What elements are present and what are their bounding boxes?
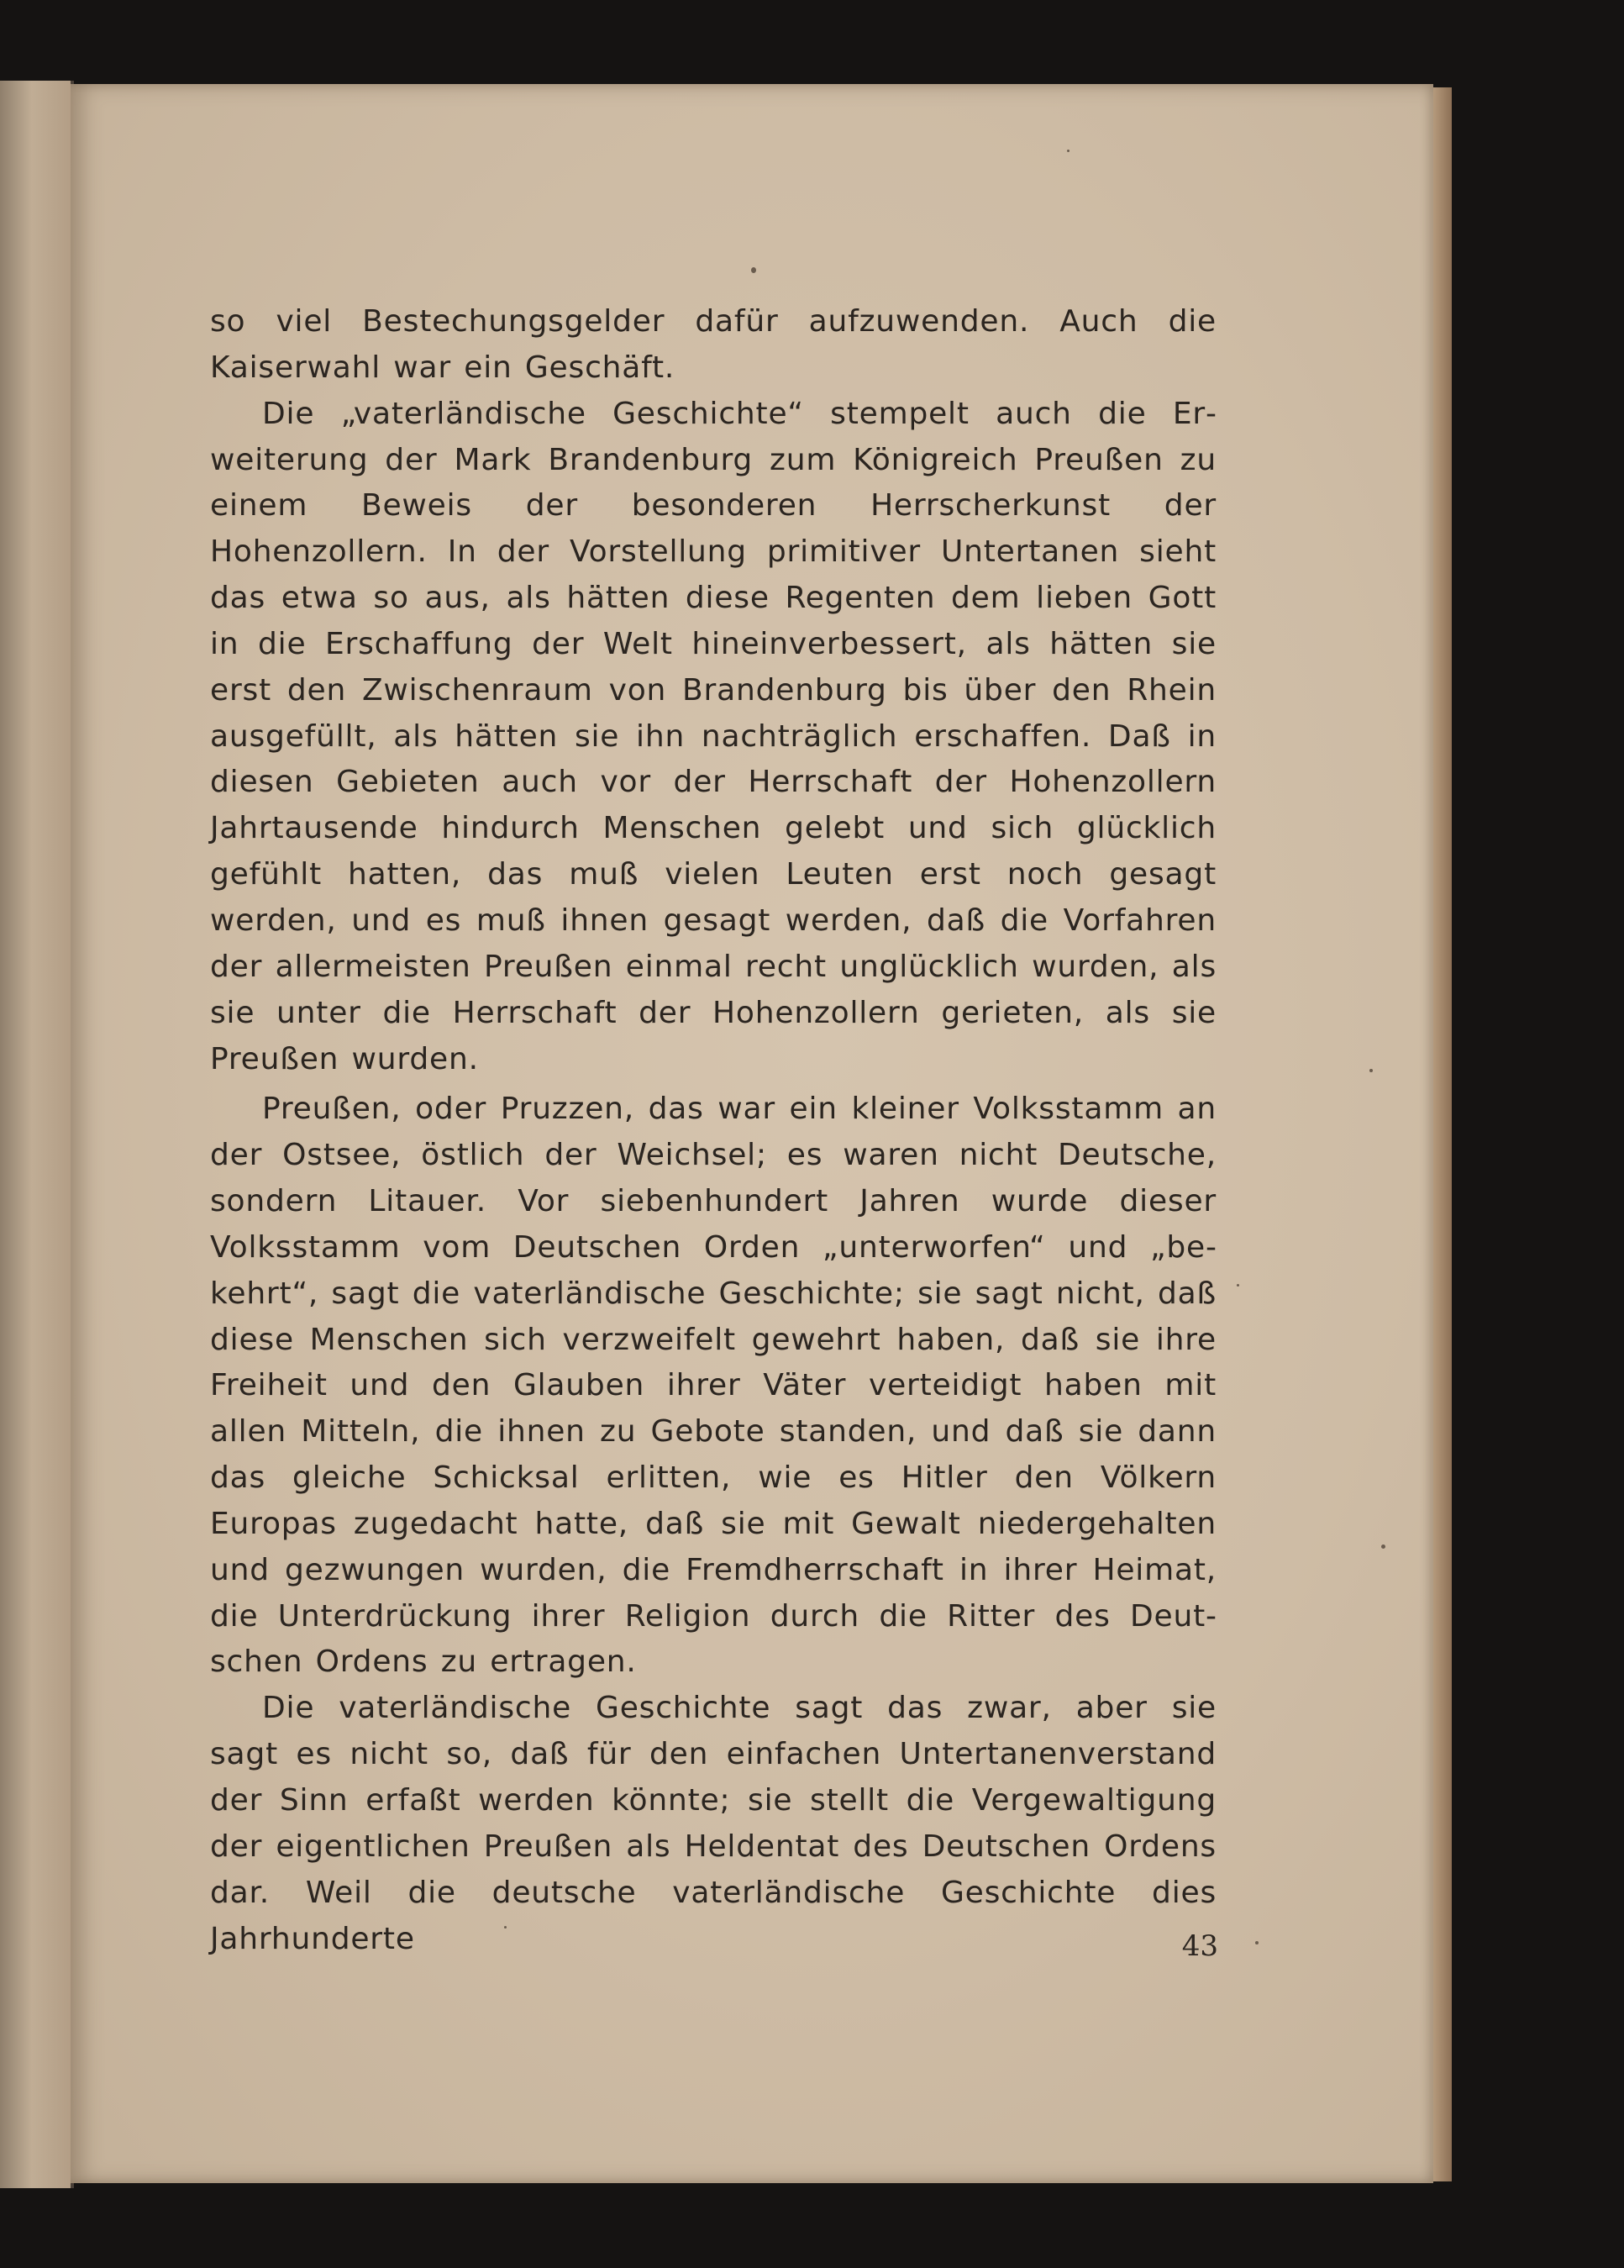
paper-speck <box>1369 1069 1373 1072</box>
facing-page-edge <box>0 81 74 2188</box>
page-number: 43 <box>1181 1929 1218 1963</box>
paper-speck <box>1255 1941 1259 1944</box>
paragraph: Die „vaterländische Geschichte“ stempelt auch die Erweiterung der Mark Brandenburg zum Königreich Preußen zu einem Beweis der besonderen Herrscherkunst der Hohenzollern. In der Vorstellung primitiver Untertanen sieht das etwa so aus, als hätten diese Regenten dem lieben Gott in die Erschaffung der Welt hineinverbessert, als hätten sie erst den Zwischenraum von Brandenburg bis über den Rhein ausgefüllt, als hätten sie ihn nachträglich erschaffen. Daß in diesen Gebieten auch vor der Herrschaft der Hohenzollern Jahrtausende hindurch Menschen gelebt und sich glücklich gefühlt hatten, das muß vielen Leuten erst noch gesagt werden, und es muß ihnen gesagt werden, daß die Vorfahren der allermeisten Preußen einmal recht unglücklich wurden, als sie unter die Herrschaft der Hohenzollern gerieten, als sie Preußen wurden. <box>210 396 1217 1076</box>
paragraph: so viel Bestechungsgelder dafür aufzuwenden. Auch die Kaiserwahl war ein Geschäft. <box>210 304 1217 385</box>
paper-speck <box>1381 1544 1385 1549</box>
paper-speck <box>1237 1284 1239 1287</box>
page-stack-edge <box>1433 87 1452 2181</box>
body-text <box>210 299 1217 1962</box>
paragraph: Preußen, oder Pruzzen, das war ein kleiner Volksstamm an der Ostsee, östlich der Weichsel; es waren nicht Deutsche, sondern Litauer. Vor siebenhundert Jahren wurde dieser Volksstamm vom Deutschen Orden „unterworfen“ und „bekehrt“, sagt die vaterländische Geschichte; sie sagt nicht, daß diese Menschen sich verzweifelt gewehrt haben, daß sie ihre Freiheit und den Glauben ihrer Väter verteidigt haben mit allen Mitteln, die ihnen zu Gebote standen, und daß sie dann das gleiche Schicksal erlitten, wie es Hitler den Völkern Europas zugedacht hatte, daß sie mit Gewalt niedergehalten und gezwungen wurden, die Fremdherrschaft in ihrer Heimat, die Unterdrückung ihrer Religion durch die Ritter des Deutschen Ordens zu ertragen. <box>210 1092 1217 1680</box>
paper-speck <box>751 267 756 273</box>
paragraph: Die vaterländische Geschichte sagt das zwar, aber sie sagt es nicht so, daß für den einfachen Untertanenverstand der Sinn erfaßt werden könnte; sie stellt die Vergewaltigung der eigentlichen Preußen als Heldentat des Deutschen Ordens dar. Weil die deutsche vaterländische Geschichte dies Jahrhunderte <box>210 1691 1217 1956</box>
paper-speck <box>1067 150 1070 152</box>
